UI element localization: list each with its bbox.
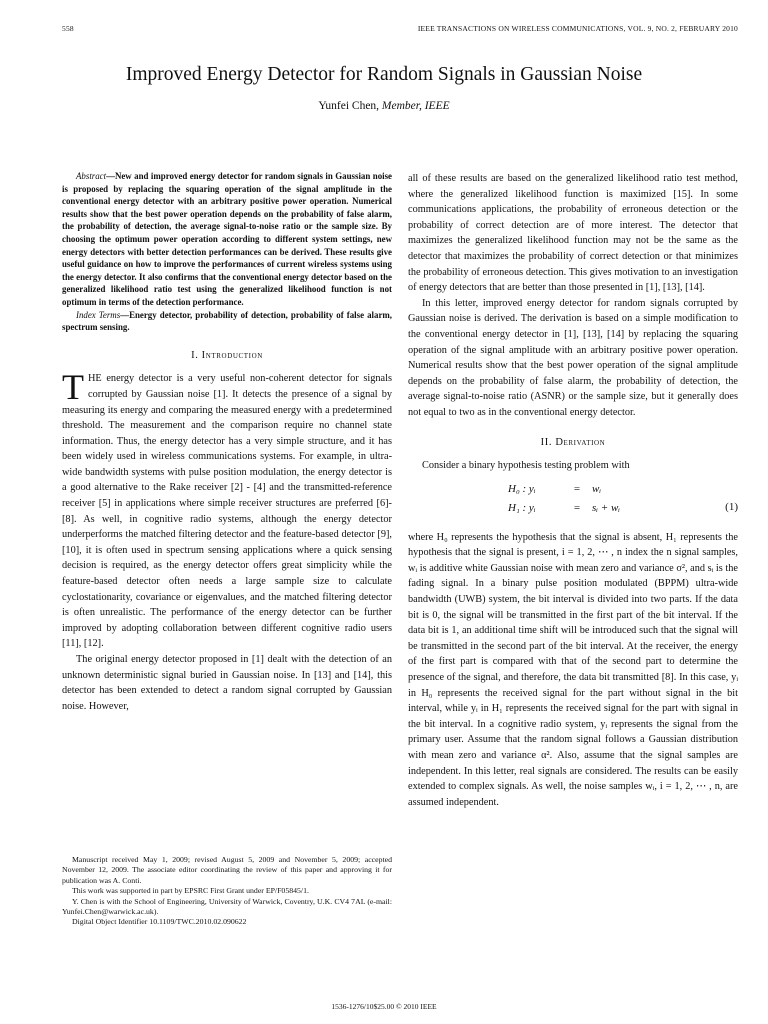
drop-cap: T [62, 367, 84, 408]
author-name: Yunfei Chen, [318, 100, 380, 112]
equation-h0-rhs: wᵢ [592, 482, 602, 495]
equation-h1-rhs: sᵢ + wᵢ [592, 501, 621, 514]
index-terms [62, 309, 392, 334]
section-heading-introduction: I. Introduction [191, 349, 263, 361]
footnote-manuscript: Manuscript received May 1, 2009; revised August 5, 2009 and November 5, 2009; accepted November 12, 2009. The associate editor coordinating the review of this paper and approving it for publication was A. Conti. [62, 855, 392, 885]
footnote-doi: Digital Object Identifier 10.1109/TWC.2010.02.090622 [72, 917, 247, 927]
running-header [62, 24, 738, 38]
page-number: 558 [62, 24, 74, 33]
journal-header: IEEE TRANSACTIONS ON WIRELESS COMMUNICATIONS, VOL. 9, NO. 2, FEBRUARY 2010 [417, 24, 738, 33]
equation-h1-op: = [573, 501, 581, 514]
intro-paragraph-1-text: HE energy detector is a very useful non-coherent detector for signals corrupted by Gaussian noise [1]. It detects the presence of a signal by measuring its energy and comparing the measured energy with a predetermined threshold. The measurement and the comparison require no channel state information. Thus, the energy detector has a very simple structure, and it has been widely used in wireless communications systems. For example, in ultra-wide bandwidth systems with pulse position modulation, the energy detector is a good alternative to the Rake receiver [2] - [4] and the transmitted-reference receiver [5] in applications where simple receiver structures are preferred [6]- [8]. As well, in cognitive radio systems, although the energy detector underperforms the matched filtering detector and the feature-based detector [9], [10], it is often used in spectrum sensing applications where a quick sensing decision is required, as the energy detector offers great simplicity while the feature-based detector often needs a large sample size to calculate cyclostationarity, covariance or eigenvalues, and the matched filtering detector is often unrealistic. The performance of the energy detector can be further improved by adopting collaboration between different cognitive radio users [11], [12]. [62, 373, 392, 650]
right-column [408, 171, 738, 810]
intro-paragraph-2: The original energy detector proposed in [1] dealt with the detection of an unknown deterministic signal buried in Gaussian noise. In [13] and [14], this detector has been extended to detect a random signal corrupted by Gaussian noise. However, [62, 654, 392, 712]
equation-h0-lhs: H₀ : yᵢ [508, 482, 536, 495]
right-paragraph-2: In this letter, improved energy detector for random signals corrupted by Gaussian noise is derived. The derivation is based on a simple modification to the conventional energy detector in [1], [13], [14] by replacing the squaring operation of the signal amplitude with an arbitrary positive power operation. Numerical results show that the best power operation of the signal amplitude depends on the probability of false alarm, the probability of detection, the average signal-to-noise ratio (ASNR) or the sample size, but it generally does not equal to two as in the conventional energy detector. [408, 297, 738, 418]
right-paragraph-1: all of these results are based on the generalized likelihood ratio test method, where the generalized likelihood function is maximized [15]. In some communications applications, the probability of erroneous detection or the probability of correct detection are of more interest. The detector that maximizes the generalized likelihood function may not be the same as the detector that maximizes the probability of correct detection or that minimizes the probability of erroneous detection. This gives motivation to an investigation of energy detectors that are better than those presented in [1], [13], [14]. [408, 173, 738, 294]
footnotes [62, 855, 392, 928]
section-heading-derivation: II. Derivation [540, 436, 606, 448]
intro-paragraph-1 [62, 367, 392, 652]
paper-title: Improved Energy Detector for Random Signals in Gaussian Noise [125, 64, 643, 85]
index-terms-text: —Energy detector, probability of detection, probability of false alarm, spectrum sensing. [62, 309, 392, 333]
right-paragraph-3: Consider a binary hypothesis testing problem with [422, 460, 630, 472]
copyright-footer: 1536-1276/10$25.00 © 2010 IEEE [331, 1002, 437, 1011]
abstract-label: Abstract [76, 171, 107, 181]
equation-1 [408, 482, 738, 520]
equation-h0-op: = [573, 482, 581, 495]
footnote-affiliation: Y. Chen is with the School of Engineering, University of Warwick, Coventry, U.K. CV4 7AL (e-mail: Yunfei.Chen@warwick.ac.uk). [62, 896, 392, 917]
left-column [62, 170, 392, 714]
equation-h1-lhs: H₁ : yᵢ [508, 501, 536, 514]
abstract-text: —New and improved energy detector for random signals in Gaussian noise is proposed by replacing the squaring operation of the signal amplitude in the conventional energy detector with an arbitrary positive power operation. Numerical results show that the best power operation depends on the probability of false alarm, the probability of detection, the average signal-to-noise ratio or the sample size. By choosing the optimum power operation according to different system settings, new energy detectors with better detection performances can be derived. These results give useful guidance on how to improve the performances of current wireless systems using the energy detector. It also confirms that the conventional energy detector based on the generalized likelihood ratio test using the generalized likelihood function is not optimum in terms of the detection performance. [62, 171, 392, 307]
right-paragraph-4: where H₀ represents the hypothesis that the signal is absent, H₁ represents the hypothesis that the signal is present, i = 1, 2, ⋯ , n index the n signal samples, wᵢ is additive white Gaussian noise with mean zero and variance σ², and sᵢ is the fading signal. In a binary pulse position modulated (BPPM) ultra-wide bandwidth (UWB) system, the bit interval is divided into two parts. If the data bit is 0, the signal will be transmitted in the first part of the bit interval. If the data bit is 1, an additional time shift will be introduced such that the signal will be transmitted in the second part of the bit interval. At the receiver, the energy of the first part is compared with that of the second part to determine the presence of the signal, and therefore, the data bit transmitted [8]. In this case, yᵢ in H₀ represents the received signal for the part without signal in the bit interval, while yᵢ in H₁ represents the received signal for the part with signal in the bit interval. In a cognitive radio system, yᵢ represents the signal from the primary user. Assume that the random signal follows a Gaussian distribution with mean zero and variance α². Also, assume that the signal samples are independent. In this letter, real signals are considered. The results can be easily extended to complex signals. As well, the noise samples wᵢ, i = 1, 2, ⋯ , n, are assumed independent. [408, 531, 738, 808]
index-terms-label: Index Terms [76, 309, 121, 320]
author-line [0, 100, 768, 112]
footnote-funding: This work was supported in part by EPSRC First Grant under EP/F05845/1. [72, 886, 309, 896]
abstract [62, 170, 392, 309]
author-membership: Member, IEEE [381, 100, 450, 112]
equation-number: (1) [725, 500, 738, 513]
